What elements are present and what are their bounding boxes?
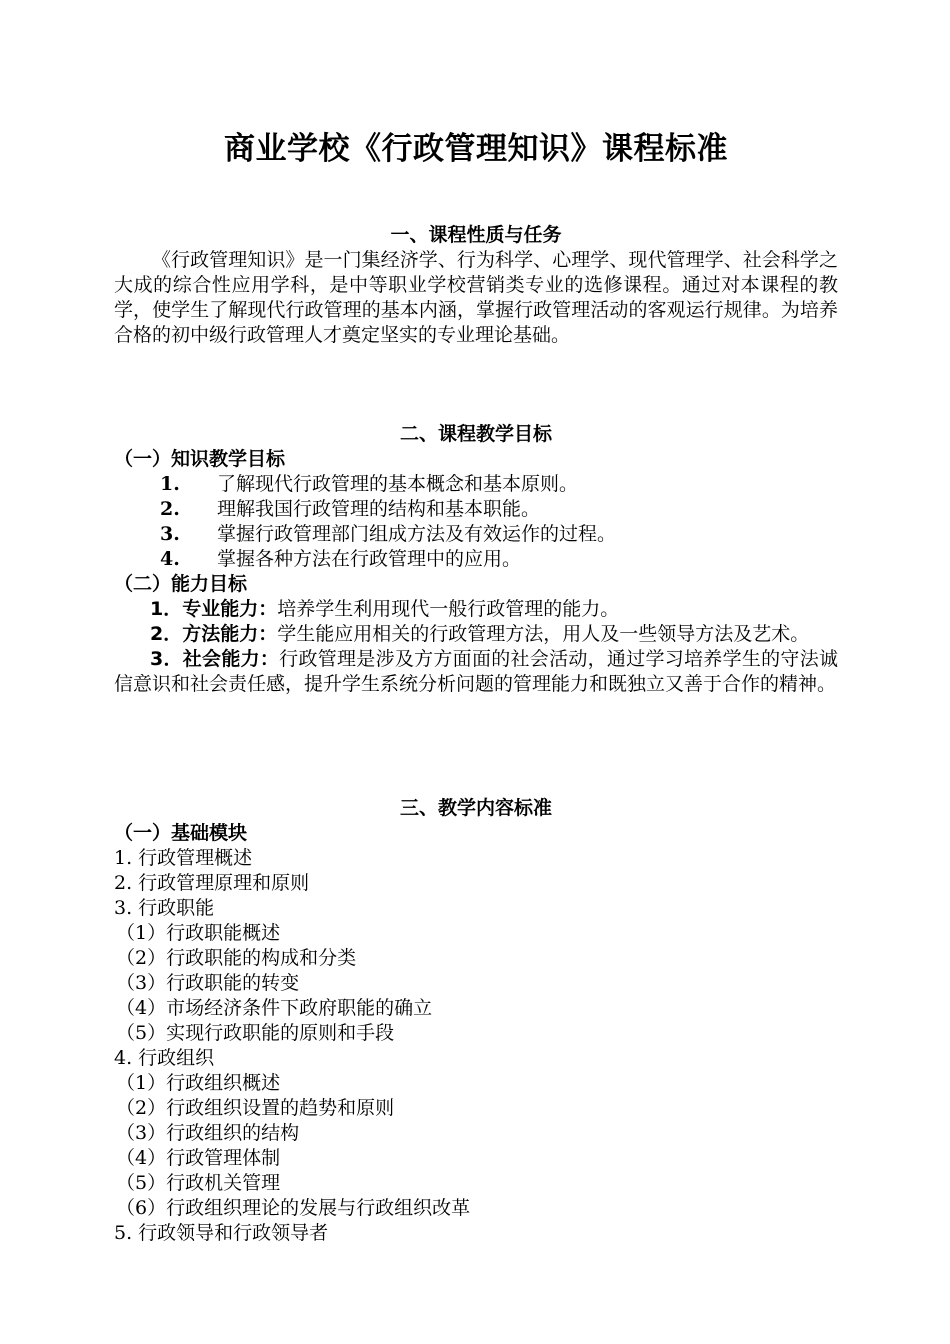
content-subitem: （6）行政组织理论的发展与行政组织改革 (116, 1197, 471, 1219)
section-heading: 三、教学内容标准 (399, 797, 552, 819)
goal-text: 了解现代行政管理的基本概念和基本原则。 (217, 473, 579, 495)
content-item: 2. 行政管理原理和原则 (114, 872, 310, 894)
goal-text: 掌握各种方法在行政管理中的应用。 (217, 548, 522, 570)
section-course-nature (114, 223, 838, 348)
content-item: 4. 行政组织 (114, 1047, 215, 1069)
document-title: 商业学校《行政管理知识》课程标准 (224, 131, 728, 167)
content-subitem: （1）行政职能概述 (116, 922, 281, 944)
section-content-standards (114, 796, 838, 1246)
ability-text: 学生能应用相关的行政管理方法，用人及一些领导方法及艺术。 (277, 623, 810, 645)
content-subitem: （4）市场经济条件下政府职能的确立 (116, 997, 433, 1019)
content-subitem: （3）行政组织的结构 (116, 1122, 300, 1144)
ability-item (114, 647, 838, 697)
goal-item (114, 547, 838, 572)
content-subitem: （5）行政机关管理 (116, 1172, 281, 1194)
goal-text: 理解我国行政管理的结构和基本职能。 (217, 498, 541, 520)
goal-item (114, 522, 838, 547)
content-item: 1. 行政管理概述 (114, 847, 253, 869)
content-subitem: （1）行政组织概述 (116, 1072, 281, 1094)
ability-label: 3．社会能力： (150, 648, 280, 670)
content-item: 3. 行政职能 (114, 897, 215, 919)
subsection-heading: （一）知识教学目标 (114, 448, 286, 470)
subsection-heading: （二）能力目标 (114, 573, 248, 595)
content-subitem: （2）行政组织设置的趋势和原则 (116, 1097, 395, 1119)
goal-number: 1. (160, 473, 180, 495)
goal-number: 4. (160, 548, 180, 570)
ability-item (114, 622, 838, 647)
content-subitem: （5）实现行政职能的原则和手段 (116, 1022, 395, 1044)
section-paragraph: 《行政管理知识》是一门集经济学、行为科学、心理学、现代管理学、社会科学之大成的综合性应用学科，是中等职业学校营销类专业的选修课程。通过对本课程的教学，使学生了解现代行政管理的基本内涵，掌握行政管理活动的客观运行规律。为培养合格的初中级行政管理人才奠定坚实的专业理论基础。 (114, 249, 838, 346)
goal-item (114, 497, 838, 522)
ability-item (114, 597, 838, 622)
ability-text: 培养学生利用现代一般行政管理的能力。 (277, 598, 620, 620)
content-subitem: （3）行政职能的转变 (116, 972, 300, 994)
goal-number: 2. (160, 498, 180, 520)
section-heading: 一、课程性质与任务 (390, 224, 562, 246)
subsection-heading: （一）基础模块 (114, 822, 248, 844)
goal-item (114, 472, 838, 497)
content-subitem: （2）行政职能的构成和分类 (116, 947, 357, 969)
content-item: 5. 行政领导和行政领导者 (114, 1222, 329, 1244)
goal-text: 掌握行政管理部门组成方法及有效运作的过程。 (217, 523, 617, 545)
ability-label: 1．专业能力： (150, 598, 278, 620)
section-heading: 二、课程教学目标 (399, 423, 552, 445)
ability-label: 2．方法能力： (150, 623, 278, 645)
ability-text: 行政管理是涉及方方面面的社会活动，通过学习培养学生的守法诚信意识和社会责任感，提升学生系统分析问题的管理能力和既独立又善于合作的精神。 (114, 648, 838, 695)
section-teaching-goals (114, 422, 838, 697)
goal-number: 3. (160, 523, 180, 545)
content-subitem: （4）行政管理体制 (116, 1147, 281, 1169)
